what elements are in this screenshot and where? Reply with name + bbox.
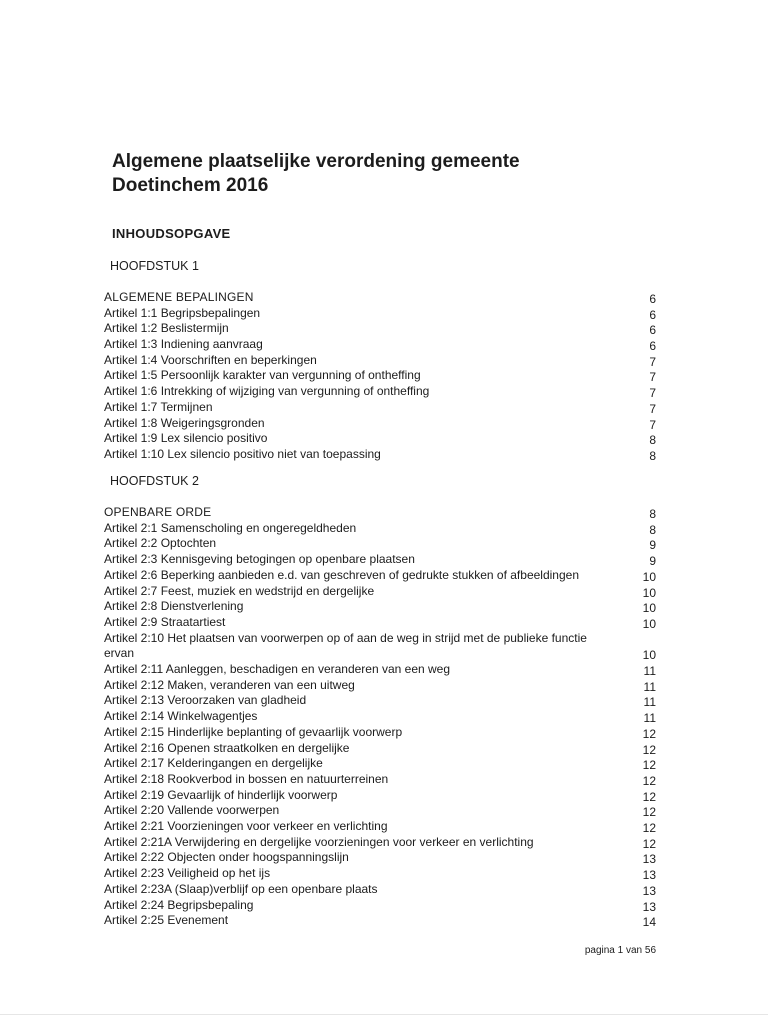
toc-page-number: 12 [642,837,656,851]
toc-entry[interactable] [104,661,656,677]
toc-entry[interactable] [104,430,656,446]
toc-page-number: 10 [642,617,656,631]
toc-entry-label: Artikel 2:13 Veroorzaken van gladheid [104,693,307,707]
toc-entry-label: Artikel 2:6 Beperking aanbieden e.d. van geschreven of gedrukte stukken of afbeeldingen [104,568,579,582]
toc-entry-label: Artikel 1:2 Beslistermijn [104,321,229,335]
chapter-heading: HOOFDSTUK 2 [110,474,199,488]
toc-page-number: 13 [642,884,656,898]
toc-entry-label: Artikel 1:10 Lex silencio positivo niet van toepassing [104,447,381,461]
toc-page-number: 12 [642,758,656,772]
toc-entry[interactable] [104,724,656,740]
toc-page-number: 9 [649,538,656,552]
document-title [112,150,632,198]
toc-entry-label: Artikel 1:1 Begripsbepalingen [104,306,261,320]
toc-entry[interactable] [104,881,656,897]
document-title-line-2: Doetinchem 2016 [112,175,269,196]
toc-entry-label: Artikel 1:6 Intrekking of wijziging van vergunning of ontheffing [104,384,430,398]
document-title-line-1: Algemene plaatselijke verordening gemeente [112,151,520,172]
toc-entry-label: Artikel 2:3 Kennisgeving betogingen op openbare plaatsen [104,552,415,566]
toc-entry[interactable] [104,708,656,724]
toc-entry-label: Artikel 2:14 Winkelwagentjes [104,709,258,723]
toc-entry[interactable] [104,352,656,368]
toc-section-row[interactable] [104,504,656,520]
toc-entry-label: Artikel 2:23 Veiligheid op het ijs [104,866,271,880]
toc-entry-label: Artikel 2:15 Hinderlijke beplanting of gevaarlijk voorwerp [104,725,403,739]
toc-entry-label: Artikel 2:12 Maken, veranderen van een uitweg [104,678,355,692]
toc-entry[interactable] [104,645,656,661]
toc-entry[interactable] [104,399,656,415]
toc-page-number: 10 [642,601,656,615]
toc-entry[interactable] [104,771,656,787]
toc-entry-label: Artikel 1:5 Persoonlijk karakter van vergunning of ontheffing [104,368,421,382]
toc-entry[interactable] [104,677,656,693]
toc-entry-label: Artikel 1:4 Voorschriften en beperkingen [104,353,317,367]
toc-entry-label: Artikel 1:3 Indiening aanvraag [104,337,263,351]
toc-page-number: 7 [649,402,656,416]
toc-entry[interactable] [104,551,656,567]
toc-entry[interactable] [104,897,656,913]
toc-page-number: 8 [649,433,656,447]
chapter-heading: HOOFDSTUK 1 [110,259,199,273]
toc-entry-label: Artikel 2:9 Straatartiest [104,615,226,629]
toc-entry-label: Artikel 2:23A (Slaap)verblijf op een openbare plaats [104,882,378,896]
toc-entry-label: Artikel 2:22 Objecten onder hoogspanningslijn [104,850,349,864]
toc-entry[interactable] [104,598,656,614]
toc-page-number: 8 [649,507,656,521]
toc-section-label: ALGEMENE BEPALINGEN [104,290,254,304]
toc-entry[interactable] [104,614,656,630]
toc-entry-label: Artikel 1:8 Weigeringsgronden [104,416,265,430]
toc-entry[interactable] [104,567,656,583]
toc-entry-label: Artikel 2:1 Samenscholing en ongeregeldheden [104,521,357,535]
toc-entry-label: Artikel 2:11 Aanleggen, beschadigen en veranderen van een weg [104,662,451,676]
toc-entry-label: Artikel 2:10 Het plaatsen van voorwerpen op of aan de weg in strijd met de publieke functie [104,631,587,645]
toc-page-number: 9 [649,554,656,568]
toc-page-number: 7 [649,370,656,384]
toc-entry-label: Artikel 1:7 Termijnen [104,400,213,414]
toc-page-number: 6 [649,323,656,337]
toc-page-number: 13 [642,852,656,866]
toc-entry[interactable] [104,520,656,536]
toc-entry-label: Artikel 2:21A Verwijdering en dergelijke voorzieningen voor verkeer en verlichting [104,835,534,849]
toc-entry[interactable] [104,912,656,928]
toc-entry-label: Artikel 2:19 Gevaarlijk of hinderlijk voorwerp [104,788,338,802]
toc-page-number: 6 [649,292,656,306]
toc-page-number: 13 [642,900,656,914]
toc-entry[interactable] [104,630,656,646]
toc-entry[interactable] [104,415,656,431]
toc-entry-label: Artikel 2:24 Begripsbepaling [104,898,254,912]
toc-page-number: 12 [642,727,656,741]
toc-page-number: 12 [642,774,656,788]
toc-heading: INHOUDSOPGAVE [112,226,231,241]
toc-page-number: 10 [642,570,656,584]
toc-entry-label: Artikel 2:16 Openen straatkolken en dergelijke [104,741,350,755]
toc-page-number: 10 [642,648,656,662]
toc-page-number: 8 [649,523,656,537]
toc-page-number: 14 [642,915,656,929]
toc-entry-label: Artikel 2:7 Feest, muziek en wedstrijd en dergelijke [104,584,375,598]
toc-entry[interactable] [104,692,656,708]
toc-page-number: 7 [649,418,656,432]
toc-entry-label: ervan [104,646,135,660]
toc-entry-label: Artikel 2:8 Dienstverlening [104,599,244,613]
toc-entry[interactable] [104,320,656,336]
toc-entry[interactable] [104,755,656,771]
toc-entry[interactable] [104,802,656,818]
toc-page-number: 6 [649,308,656,322]
toc-entry-label: Artikel 1:9 Lex silencio positivo [104,431,268,445]
toc-entry[interactable] [104,305,656,321]
toc-page-number: 11 [643,711,656,725]
toc-page-number: 11 [643,664,656,678]
scan-edge-divider [0,1014,768,1015]
toc-entry[interactable] [104,787,656,803]
toc-entry-label: Artikel 2:21 Voorzieningen voor verkeer en verlichting [104,819,388,833]
toc-entry-label: Artikel 2:20 Vallende voorwerpen [104,803,280,817]
toc-page-number: 11 [643,695,656,709]
toc-entry[interactable] [104,849,656,865]
toc-page-number: 13 [642,868,656,882]
toc-entry[interactable] [104,865,656,881]
toc-entry[interactable] [104,740,656,756]
toc-entry[interactable] [104,583,656,599]
toc-page-number: 10 [642,586,656,600]
toc-page-number: 12 [642,805,656,819]
toc-page-number: 7 [649,386,656,400]
toc-page-number: 7 [649,355,656,369]
toc-entry[interactable] [104,383,656,399]
toc-section-row[interactable] [104,289,656,305]
toc-entry[interactable] [104,535,656,551]
toc-page-number: 6 [649,339,656,353]
toc-entry-label: Artikel 2:25 Evenement [104,913,229,927]
toc-page-number: 8 [649,449,656,463]
toc-entry[interactable] [104,336,656,352]
toc-entry-label: Artikel 2:2 Optochten [104,536,217,550]
page-footer: pagina 1 van 56 [584,945,656,956]
toc-entry[interactable] [104,367,656,383]
toc-entry[interactable] [104,446,656,462]
toc-entry-label: Artikel 2:18 Rookverbod in bossen en natuurterreinen [104,772,389,786]
toc-page-number: 12 [642,790,656,804]
toc-page-number: 12 [642,743,656,757]
toc-entry[interactable] [104,818,656,834]
toc-page-number: 11 [643,680,656,694]
toc-section-label: OPENBARE ORDE [104,505,212,519]
toc-entry[interactable] [104,834,656,850]
toc-page-number: 12 [642,821,656,835]
toc-entry-label: Artikel 2:17 Kelderingangen en dergelijke [104,756,323,770]
